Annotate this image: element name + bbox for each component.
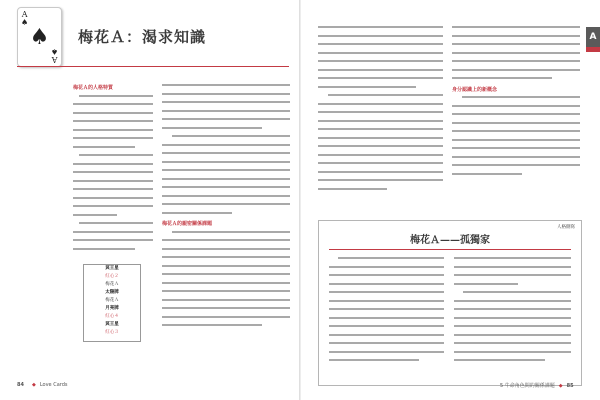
- section-heading-relationships: 梅花Ａ的親密關係課題: [162, 221, 213, 227]
- box-value-bottom: 紅心３: [105, 330, 119, 335]
- box-label-sun: 太陽牌: [105, 290, 119, 295]
- left-page-column-1: [73, 84, 153, 256]
- card-suit-center: ♠: [29, 25, 50, 50]
- profile-box-title: 梅花Ａ——孤獨家: [410, 235, 490, 246]
- box-value-pluto-2: 梅花Ａ: [105, 282, 119, 287]
- profile-box-tag: 人格側寫: [557, 225, 575, 230]
- box-value-pluto-1: 紅心２: [105, 274, 119, 279]
- card-corner-bottom: A ♠: [50, 47, 58, 64]
- chapter-title: 梅花Ａ：渴求知識: [78, 28, 207, 46]
- box-label-moon: 月亮牌: [105, 306, 119, 311]
- page-gutter: [299, 0, 301, 400]
- left-page-number: 84: [17, 382, 24, 388]
- right-footer: 5 牛命角色間的關係課題 ◆ 85: [500, 383, 574, 389]
- card-corner-top: A ♠: [21, 10, 29, 27]
- left-page-column-2: [162, 84, 290, 374]
- profile-box-column-2: [454, 257, 571, 381]
- box-value-sun: 梅花Ａ: [105, 298, 119, 303]
- chapter-tab-a: A: [586, 27, 600, 47]
- right-chapter-title: 5 牛命角色間的關係課題: [500, 383, 555, 389]
- right-page-column-1: [318, 26, 443, 214]
- profile-box: [318, 220, 582, 386]
- ace-planetary-box: [83, 264, 141, 342]
- left-footer: 84 ◆ Love Cards: [17, 382, 68, 388]
- ace-of-spades-card-icon: [17, 7, 62, 67]
- left-book-title: Love Cards: [39, 382, 68, 388]
- right-page-column-2: [452, 26, 580, 214]
- box-label-bottom: 冥王星: [105, 322, 119, 327]
- chapter-tab-accent: [586, 47, 600, 52]
- right-page-number: 85: [566, 383, 574, 389]
- profile-box-rule: [329, 249, 571, 250]
- box-value-moon: 紅心４: [105, 314, 119, 319]
- section-heading-traits: 梅花Ａ的人格特質: [73, 85, 114, 91]
- right-section-heading: 身分認識上的新概念: [452, 86, 498, 93]
- box-label-pluto: 冥王星: [105, 266, 119, 271]
- title-rule: [17, 66, 289, 67]
- profile-box-column-1: [329, 257, 444, 381]
